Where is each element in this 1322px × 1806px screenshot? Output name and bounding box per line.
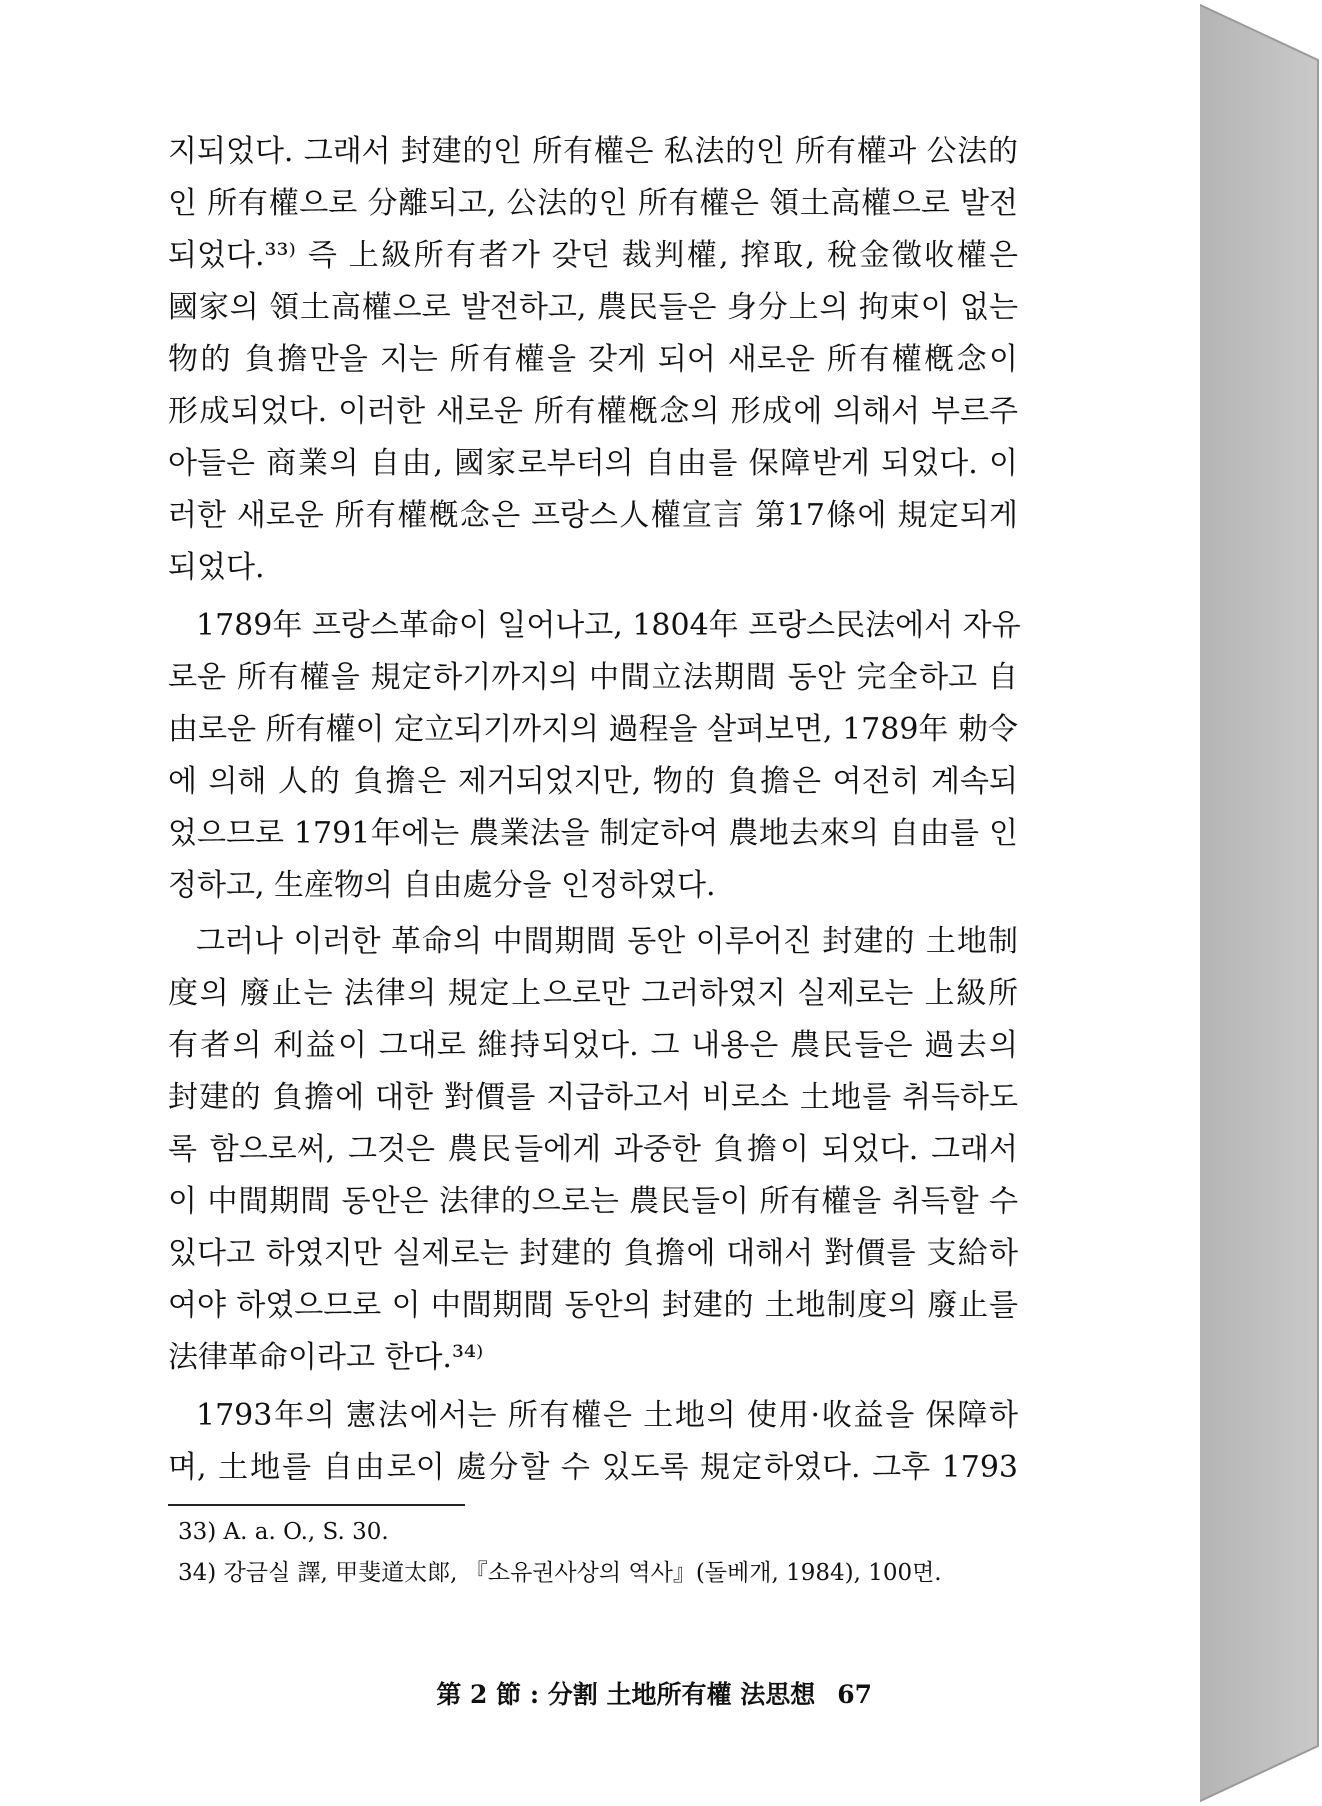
body-line: 形成되었다. 이러한 새로운 所有權槪念의 形成에 의해서 부르주 — [168, 394, 1018, 429]
body-line: 國家의 領土高權으로 발전하고, 農民들은 身分上의 拘束이 없는 — [168, 290, 1018, 325]
running-head-title: 第 2 節 : 分割 土地所有權 法思想 — [436, 1680, 816, 1709]
footnote-rule — [168, 1504, 465, 1506]
body-line: 인 所有權으로 分離되고, 公法的인 所有權은 領土高權으로 발전 — [168, 186, 1018, 221]
body-line: 되었다.³³⁾ 즉 上級所有者가 갖던 裁判權, 搾取, 稅金徵收權은 — [168, 238, 1018, 273]
body-line: 러한 새로운 所有權槪念은 프랑스人權宣言 第17條에 規定되게 — [168, 498, 1018, 533]
running-head — [436, 1675, 872, 1711]
body-line: 그러나 이러한 革命의 中間期間 동안 이루어진 封建的 土地制 — [196, 924, 1018, 959]
body-line: 로운 所有權을 規定하기까지의 中間立法期間 동안 完全하고 自 — [168, 660, 1018, 695]
body-line: 法律革命이라고 한다.³⁴⁾ — [168, 1340, 484, 1375]
body-line: 록 함으로써, 그것은 農民들에게 과중한 負擔이 되었다. 그래서 — [168, 1132, 1018, 1167]
page-number: 67 — [837, 1680, 872, 1709]
body-line: 度의 廢止는 法律의 規定上으로만 그러하였지 실제로는 上級所 — [168, 976, 1018, 1011]
body-line: 지되었다. 그래서 封建的인 所有權은 私法的인 所有權과 公法的 — [168, 134, 1018, 169]
body-line: 1793年의 憲法에서는 所有權은 土地의 使用·收益을 保障하 — [196, 1398, 1018, 1433]
body-line: 有者의 利益이 그대로 維持되었다. 그 내용은 農民들은 過去의 — [168, 1028, 1018, 1063]
body-line: 며, 土地를 自由로이 處分할 수 있도록 規定하였다. 그후 1793 — [168, 1450, 1018, 1485]
body-line: 아들은 商業의 自由, 國家로부터의 自由를 保障받게 되었다. 이 — [168, 446, 1018, 481]
body-line: 에 의해 人的 負擔은 제거되었지만, 物的 負擔은 여전히 계속되 — [168, 764, 1018, 799]
body-line: 封建的 負擔에 대한 對價를 지급하고서 비로소 土地를 취득하도 — [168, 1080, 1018, 1115]
body-line: 정하고, 生産物의 自由處分을 인정하였다. — [168, 868, 716, 903]
body-line: 되었다. — [168, 550, 265, 585]
footnote-34: 34) 강금실 譯, 甲斐道太郞, 『소유권사상의 역사』(돌베개, 1984), 100면. — [178, 1560, 942, 1586]
body-line: 있다고 하였지만 실제로는 封建的 負擔에 대해서 對價를 支給하 — [168, 1236, 1018, 1271]
body-line: 여야 하였으므로 이 中間期間 동안의 封建的 土地制度의 廢止를 — [168, 1288, 1018, 1323]
body-line: 었으므로 1791年에는 農業法을 制定하여 農地去來의 自由를 인 — [168, 816, 1018, 851]
body-line: 物的 負擔만을 지는 所有權을 갖게 되어 새로운 所有權槪念이 — [168, 342, 1018, 377]
body-line: 1789年 프랑스革命이 일어나고, 1804年 프랑스民法에서 자유 — [196, 608, 1021, 643]
footnote-33: 33) A. a. O., S. 30. — [178, 1519, 389, 1545]
body-line: 由로운 所有權이 定立되기까지의 過程을 살펴보면, 1789年 勅令 — [168, 712, 1018, 747]
body-line: 이 中間期間 동안은 法律的으로는 農民들이 所有權을 취득할 수 — [168, 1184, 1018, 1219]
